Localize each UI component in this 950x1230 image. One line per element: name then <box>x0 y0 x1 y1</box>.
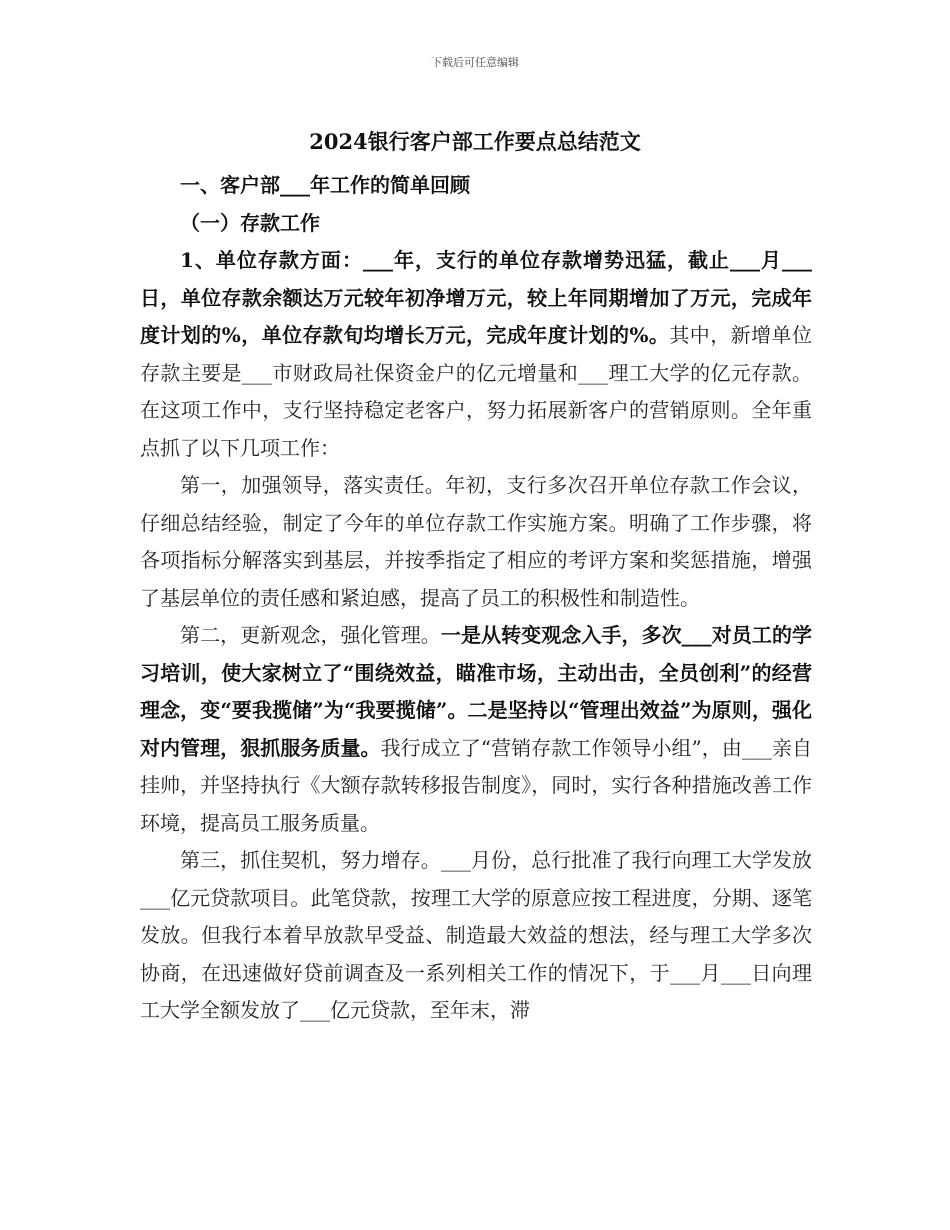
header-note: 下载后可任意编辑 <box>431 56 519 69</box>
paragraph-text: 其中，新增单位存款主要是___市财政局社保资金户的亿元增量和___理工大学的亿元存款。在这项工作中，支行坚持稳定老客户，努力拓展新客户的营销原则。全年重点抓了以下几项工作： <box>140 323 812 460</box>
subsection-heading: （一）存款工作 <box>180 210 320 235</box>
section-heading: 一、客户部___年工作的简单回顾 <box>180 173 470 197</box>
paragraph-text: 我行成立了“营销存款工作领导小组”，由___亲自挂帅，并坚持执行《大额存款转移报告制度》，同时，实行各种措施改善工作环境，提高员工服务质量。 <box>140 735 812 835</box>
document-title: 2024银行客户部工作要点总结范文 <box>309 129 641 154</box>
paragraph-lead-text: 第二，更新观念，强化管理。 <box>180 623 441 647</box>
paragraph-bold-text: 一是从转变观念入手，多次___对员工的学习培训，使大家树立了“围绕效益，瞄准市场，主动出击，全员创利”的经营理念，变“要我揽储”为“我要揽储”。二是坚持以“管理出效益”为原则，强化对内管理，狠抓服务质量。 <box>140 623 813 760</box>
paragraph-second-point <box>140 617 812 842</box>
paragraph-first-point: 第一，加强领导，落实责任。年初，支行多次召开单位存款工作会议，仔细总结经验，制定了今年的单位存款工作实施方案。明确了工作步骤，将各项指标分解落实到基层，并按季指定了相应的考评方案和奖惩措施，增强了基层单位的责任感和紧迫感，提高了员工的积极性和制造性。 <box>140 473 812 610</box>
paragraph-unit-deposits <box>140 242 812 467</box>
paragraph-bold-text: 1、单位存款方面：___年，支行的单位存款增势迅猛，截止___月___日，单位存款余额达万元较年初净增万元，较上年同期增加了万元，完成年度计划的%，单位存款旬均增长万元，完成年度计划的%。 <box>140 248 812 347</box>
document-body <box>140 167 812 1030</box>
paragraph-third-point: 第三，抓住契机，努力增存。___月份，总行批准了我行向理工大学发放___亿元贷款项目。此笔贷款，按理工大学的原意应按工程进度，分期、逐笔发放。但我行本着早放款早受益、制造最大效益的想法，经与理工大学多次协商，在迅速做好贷前调查及一系列相关工作的情况下，于___月___日向理工大学全额发放了___亿元贷款，至年末，滞 <box>140 848 812 1022</box>
